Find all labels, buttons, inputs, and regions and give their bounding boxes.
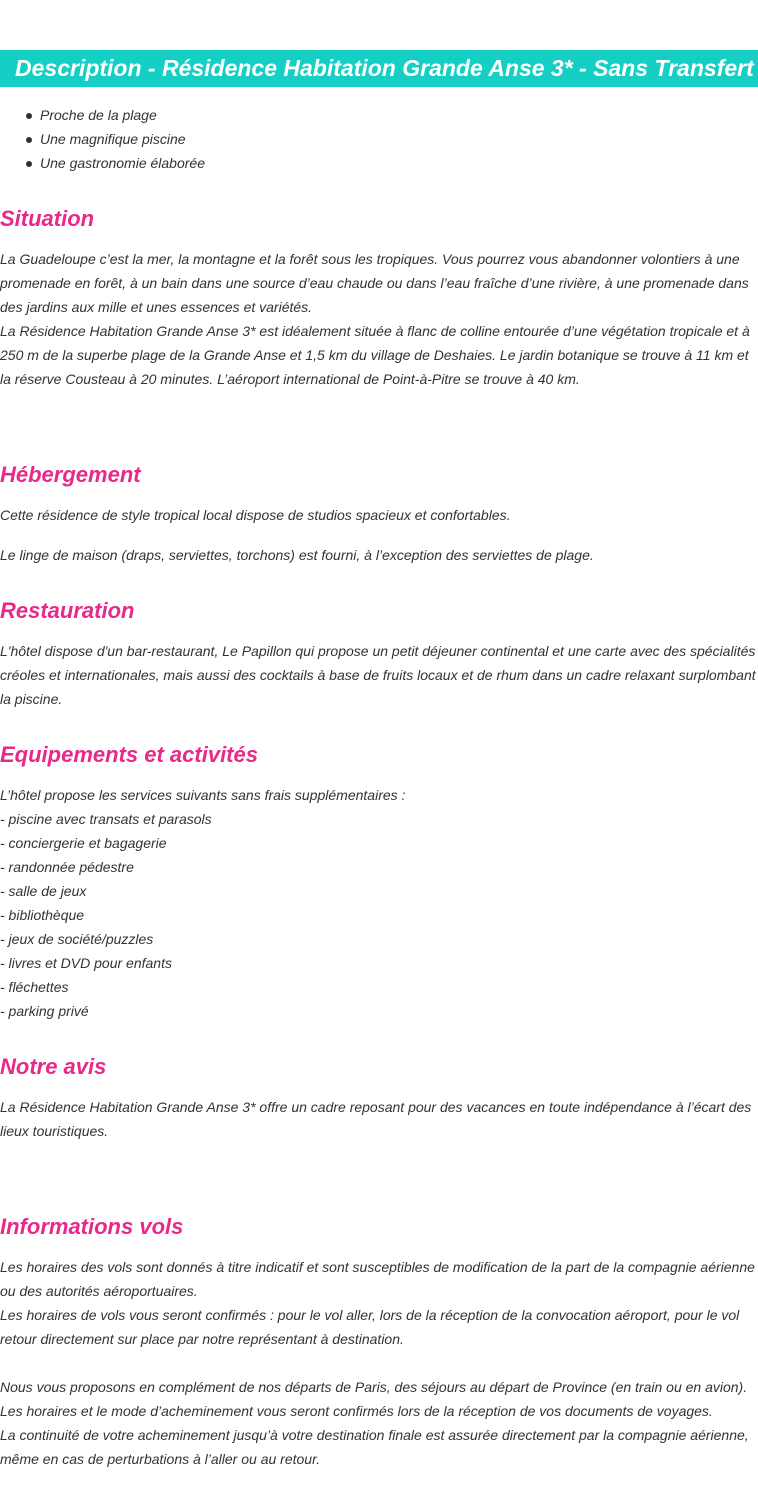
paragraph-line: Les horaires des vols sont donnés à titre indicatif et sont susceptibles de modification de la part de la compagnie aérienne ou des autorités aéroportuaires. xyxy=(0,1259,755,1299)
page-banner-title: Description - Résidence Habitation Grande Anse 3* - Sans Transfert xyxy=(0,50,758,87)
restauration-text: L'hôtel dispose d'un bar-restaurant, Le Papillon qui propose un petit déjeuner continental et une carte avec des spécialités créoles et internationales, mais aussi des cocktails à base de fruits locaux et de rhum dans un cadre relaxant surplombant la piscine. xyxy=(0,643,756,707)
notre-avis-text: La Résidence Habitation Grande Anse 3* offre un cadre reposant pour des vacances en toute indépendance à l’écart des lieux touristiques. xyxy=(0,1099,752,1139)
paragraph-line: Nous vous proposons en complément de nos départs de Paris, des séjours au départ de Province (en train ou en avion). xyxy=(0,1379,748,1395)
list-item: Une gastronomie élaborée xyxy=(0,151,205,175)
highlights-list xyxy=(0,103,205,175)
list-item: - bibliothèque xyxy=(0,907,85,923)
paragraph-line: La Résidence Habitation Grande Anse 3* est idéalement située à flanc de colline entourée d’une végétation tropicale et à 250 m de la superbe plage de la Grande Anse et 1,5 km du village de Deshaies. Le jardin botanique se trouve à 11 km et la réserve Cousteau à 20 minutes. L’aéroport international de Point-à-Pitre se trouve à 40 km. xyxy=(0,323,750,387)
list-item: - jeux de société/puzzles xyxy=(0,931,154,947)
paragraph-line: La Guadeloupe c’est la mer, la montagne et la forêt sous les tropiques. Vous pourrez vous abandonner volontiers à une promenade en forêt, à un bain dans une source d’eau chaude ou dans l’eau fraîche d’une rivière, à une promenade dans des jardins aux mille et unes essences et variétés. xyxy=(0,251,749,315)
list-item: - fléchettes xyxy=(0,979,69,995)
list-item: - piscine avec transats et parasols xyxy=(0,811,212,827)
list-item: Une magnifique piscine xyxy=(0,127,205,151)
section-title-hebergement: Hébergement xyxy=(0,462,141,487)
paragraph-line: Les horaires et le mode d’acheminement vous seront confirmés lors de la réception de vos documents de voyages. xyxy=(0,1403,713,1419)
paragraph-line xyxy=(0,1351,758,1375)
informations-vols-text xyxy=(0,1255,758,1471)
paragraph-line: Les horaires de vols vous seront confirmés : pour le vol aller, lors de la réception de la convocation aéroport, pour le vol retour directement sur place par notre représentant à destination. xyxy=(0,1307,740,1347)
section-title-informations-vols: Informations vols xyxy=(0,1214,184,1239)
list-item: L’hôtel propose les services suivants sans frais supplémentaires : xyxy=(0,787,406,803)
equipements-list xyxy=(0,783,758,1023)
situation-text xyxy=(0,247,758,391)
list-item: Proche de la plage xyxy=(0,103,205,127)
list-item: - conciergerie et bagagerie xyxy=(0,835,167,851)
section-title-situation: Situation xyxy=(0,206,95,231)
hebergement-text-2: Le linge de maison (draps, serviettes, torchons) est fourni, à l’exception des serviettes de plage. xyxy=(0,547,594,563)
hebergement-text-1: Cette résidence de style tropical local dispose de studios spacieux et confortables. xyxy=(0,507,511,523)
list-item: - salle de jeux xyxy=(0,883,87,899)
list-item: - livres et DVD pour enfants xyxy=(0,955,172,971)
paragraph-line: La continuité de votre acheminement jusqu’à votre destination finale est assurée directement par la compagnie aérienne, même en cas de perturbations à l’aller ou au retour. xyxy=(0,1427,749,1467)
list-item: - randonnée pédestre xyxy=(0,859,134,875)
list-item: - parking privé xyxy=(0,1003,89,1019)
section-title-restauration: Restauration xyxy=(0,598,135,623)
section-title-notre-avis: Notre avis xyxy=(0,1054,107,1079)
section-title-equipements: Equipements et activités xyxy=(0,742,258,767)
